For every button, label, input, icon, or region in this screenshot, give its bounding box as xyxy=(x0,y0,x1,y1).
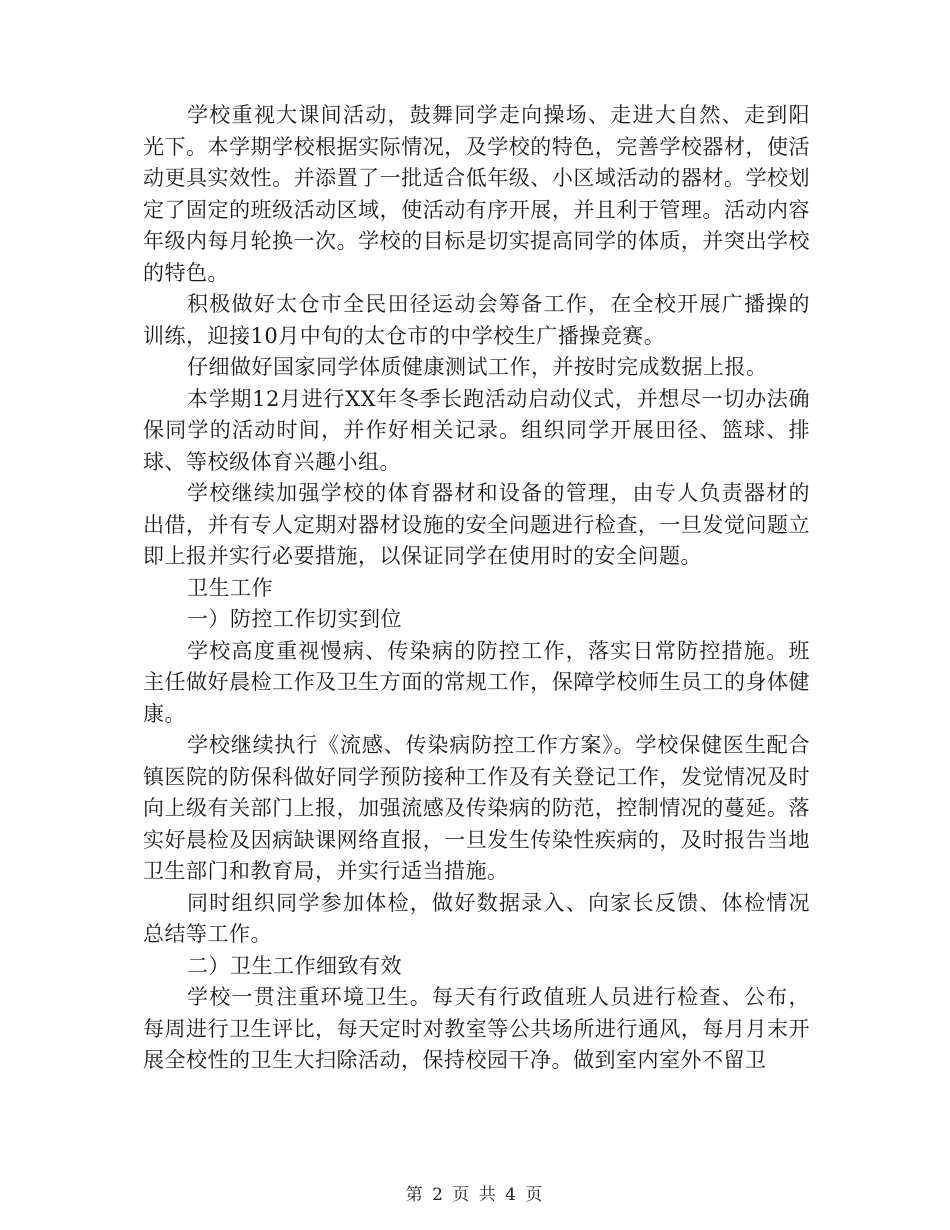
page-footer xyxy=(0,1184,950,1206)
page-number: 第 2 页 共 4 页 xyxy=(405,1185,545,1205)
paragraph-fitness-test: 仔细做好国家同学体质健康测试工作，并按时完成数据上报。 xyxy=(187,355,768,379)
subheading-hygiene: 二）卫生工作细致有效 xyxy=(187,953,402,978)
paragraph-equipment-management: 学校继续加强学校的体育器材和设备的管理，由专人负责器材的出借，并有专人定期对器材设施的安全问题进行检查，一旦发觉问题立即上报并实行必要措施，以保证同学在使用时的安全问题。 xyxy=(143,481,810,568)
paragraph-flu-plan: 学校继续执行《流感、传染病防控工作方案》。学校保健医生配合镇医院的防保科做好同学预防接种工作及有关登记工作，发觉情况及时向上级有关部门上报，加强流感及传染病的防范，控制情况的蔓延。落实好晨检及因病缺课网络直报，一旦发生传染性疾病的，及时报告当地卫生部门和教育局，并实行适当措施。 xyxy=(143,733,810,883)
paragraph-environment-hygiene: 学校一贯注重环境卫生。每天有行政值班人员进行检查、公布，每周进行卫生评比，每天定时对教室等公共场所进行通风，每月月末开展全校性的卫生大扫除活动，保持校园干净。做到室内室外不留卫 xyxy=(143,985,810,1072)
document-body xyxy=(143,100,810,1077)
paragraph-winter-run: 本学期12月进行XX年冬季长跑活动启动仪式，并想尽一切办法确保同学的活动时间，并作好相关记录。组织同学开展田径、篮球、排球、等校级体育兴趣小组。 xyxy=(143,386,810,474)
paragraph-disease-control: 学校高度重视慢病、传染病的防控工作，落实日常防控措施。班主任做好晨检工作及卫生方面的常规工作，保障学校师生员工的身体健康。 xyxy=(143,638,810,726)
paragraph-athletics-meet: 积极做好太仓市全民田径运动会筹备工作，在全校开展广播操的训练，迎接10月中旬的太仓市的中学校生广播操竞赛。 xyxy=(143,292,810,348)
paragraph-break-activities: 学校重视大课间活动，鼓舞同学走向操场、走进大自然、走到阳光下。本学期学校根据实际情况，及学校的特色，完善学校器材，使活动更具实效性。并添置了一批适合低年级、小区域活动的器材。学校划定了固定的班级活动区域，使活动有序开展，并且利于管理。活动内容年级内每月轮换一次。学校的目标是切实提高同学的体质，并突出学校的特色。 xyxy=(143,103,810,285)
section-heading-health: 卫生工作 xyxy=(187,575,273,600)
paragraph-physical-exam: 同时组织同学参加体检，做好数据录入、向家长反馈、体检情况总结等工作。 xyxy=(143,890,810,946)
subheading-prevention: 一）防控工作切实到位 xyxy=(187,607,402,631)
